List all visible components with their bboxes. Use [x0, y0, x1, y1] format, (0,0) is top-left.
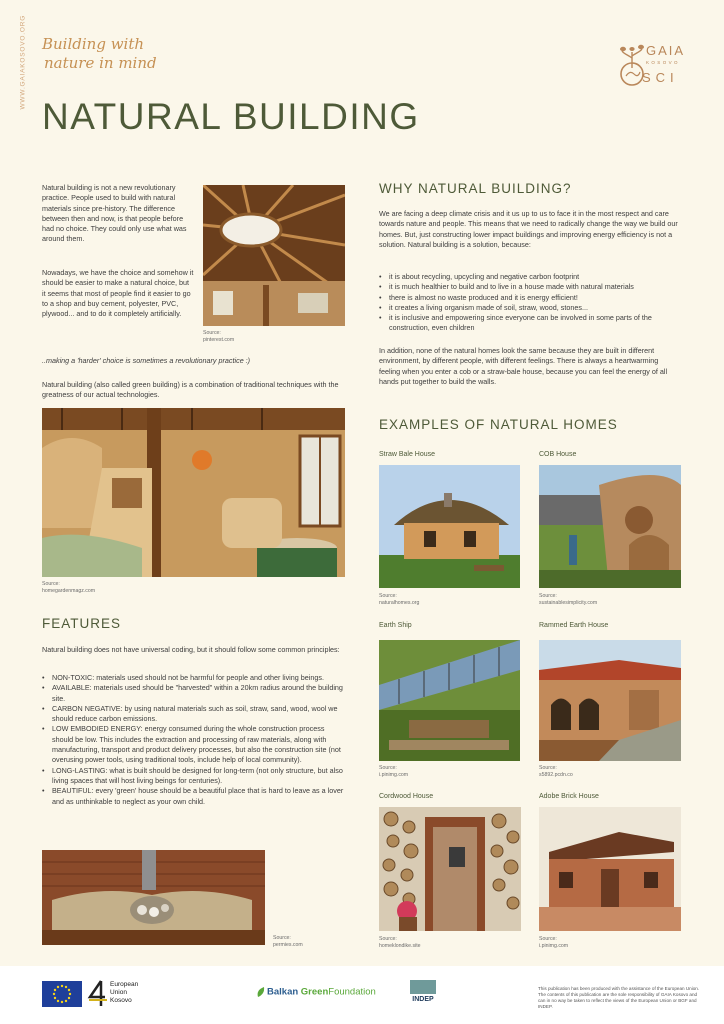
why-list — [379, 272, 681, 334]
straw-bale-house-photo — [379, 465, 520, 588]
house-label-cob: COB House — [539, 451, 577, 458]
why-item: • it is much healthier to build and to live in a house made with natural materials — [379, 282, 681, 292]
eu-label: European Union Kosovo — [110, 981, 139, 1004]
straw-bale-source: Source: naturalhomes.org — [379, 593, 420, 606]
intro-paragraph-1: Natural building is not a new revolutionary practice. People used to build with natural materials since pre-history. The difference between then and now, is that people before had no choice. They could only use what was around them. — [42, 183, 187, 244]
stove-photo-source: Source: permies.com — [273, 935, 303, 948]
examples-heading: EXAMPLES OF NATURAL HOMES — [379, 417, 618, 432]
cordwood-source: Source: homeklondike.site — [379, 936, 421, 949]
rammed-earth-source: Source: s5892.pcdn.co — [539, 765, 573, 778]
adobe-brick-source: Source: i.pinimg.com — [539, 936, 569, 949]
earth-ship-source: Source: i.pinimg.com — [379, 765, 409, 778]
house-label-straw-bale: Straw Bale House — [379, 451, 436, 458]
logo-sci: SCI — [642, 70, 679, 85]
features-list — [42, 673, 346, 807]
house-label-cordwood: Cordwood House — [379, 793, 434, 800]
intro-paragraph-2: Nowadays, we have the choice and somehow it should be easier to make a natural choice, but it seems that most of people find it easier to go to a shop and buy cement, polyester, PVC, plywood... and to do it completely artificially. — [42, 268, 194, 319]
globe-tree-icon — [618, 40, 646, 96]
features-heading: FEATURES — [42, 616, 122, 631]
why-paragraph-2: In addition, none of the natural homes look the same because they are built in different environment, by different people, with different feelings. There is always a heartwarming feeling when you enter a cob or a straw-bale house, because you can feel the energy of all hands put together to build the walls. — [379, 346, 668, 386]
roof-interior-photo — [203, 185, 345, 326]
rammed-earth-house-photo — [539, 640, 681, 761]
eu-stars-icon — [42, 981, 82, 1007]
why-item: • it is inclusive and empowering since everyone can be involved in some parts of the construction, even children — [379, 313, 681, 334]
tagline-line-2: nature in mind — [44, 54, 157, 72]
kosovo-four-icon — [87, 979, 109, 1007]
why-item: • it creates a living organism made of soil, straw, wood, stones... — [379, 303, 681, 313]
why-item: • there is almost no waste produced and it is energy efficient! — [379, 293, 681, 303]
why-paragraph-1: We are facing a deep climate crisis and it us up to us to face it in the most respect and care towards nature and people. This means that we need to radically change the way we build our homes. But, just constructing lower impact buildings and improving energy efficiency is not a solution. Natural building is a solution, because: — [379, 209, 678, 249]
page-title: NATURAL BUILDING — [42, 96, 420, 137]
eu-disclaimer: This publication has been produced with the assistance of the European Union. The contents of this publication are the sole responsibility of GAIA Kosovo and can in no way be taken to reflect the views of the European Union or BGF and INDEP. — [538, 986, 700, 1009]
adobe-brick-house-photo — [539, 807, 681, 931]
feature-item: • LONG-LASTING: what is built should be designed for long-term (not only structure, but also living spaces that will host living beings for centuries). — [42, 766, 346, 787]
gaia-logo — [618, 40, 694, 98]
eu-flag — [42, 981, 82, 1007]
website-url-text: WWW.GAIAKOSOVO.ORG — [19, 14, 27, 110]
cob-house-photo — [539, 465, 681, 588]
tagline-line-1: Building with — [42, 35, 145, 53]
feature-item: • NON-TOXIC: materials used should not be harmful for people and other living beings. — [42, 673, 346, 683]
tagline — [42, 35, 157, 73]
features-intro: Natural building does not have universal coding, but it should follow some common principles: — [42, 645, 340, 654]
cob-interior-source: Source: homegardenmagz.com — [42, 581, 96, 594]
leaf-icon — [256, 986, 266, 998]
house-label-rammed-earth: Rammed Earth House — [539, 622, 609, 629]
feature-item: • LOW EMBODIED ENERGY: energy consumed during the whole construction process should be low. This includes the extraction and processing of raw materials, along with manufacturing, transport and product delivery processes, but also the construction site (not overusing power tools, using traditional tools, include help of local community). — [42, 724, 346, 765]
website-url[interactable] — [17, 14, 29, 112]
intro-quote: ..making a 'harder' choice is sometimes a revolutionary practice :) — [42, 356, 251, 365]
why-item: • it is about recycling, upcycling and negative carbon footprint — [379, 272, 681, 282]
feature-item: • BEAUTIFUL: every 'green' house should be a beautiful place that is hard to leave as a lover and as unthinkable to neglect as your own child. — [42, 786, 346, 807]
footer — [0, 966, 724, 1024]
roof-photo-source: Source: pinterest.com — [203, 330, 235, 343]
why-heading: WHY NATURAL BUILDING? — [379, 181, 572, 196]
logo-sub: KOSOVO — [646, 60, 680, 65]
earth-ship-photo — [379, 640, 520, 761]
balkan-green-foundation-logo: Balkan GreenFoundation — [256, 986, 376, 998]
house-label-earth-ship: Earth Ship — [379, 622, 412, 629]
cob-source: Source: sustainablesimplicity.com — [539, 593, 598, 606]
cob-interior-photo — [42, 408, 345, 577]
intro-paragraph-3: Natural building (also called green building) is a combination of traditional techniques with the greatness of our actual technologies. — [42, 380, 339, 400]
feature-item: • AVAILABLE: materials used should be "harvested" within a 20km radius around the building site. — [42, 683, 346, 704]
feature-item: • CARBON NEGATIVE: by using natural materials such as soil, straw, sand, wood, wool we should reduce carbon emissions. — [42, 704, 346, 725]
house-label-adobe-brick: Adobe Brick House — [539, 793, 599, 800]
stove-bench-photo — [42, 850, 265, 945]
indep-logo: INDEP — [410, 980, 436, 1010]
logo-name: GAIA — [646, 43, 686, 58]
cordwood-house-photo — [379, 807, 521, 931]
